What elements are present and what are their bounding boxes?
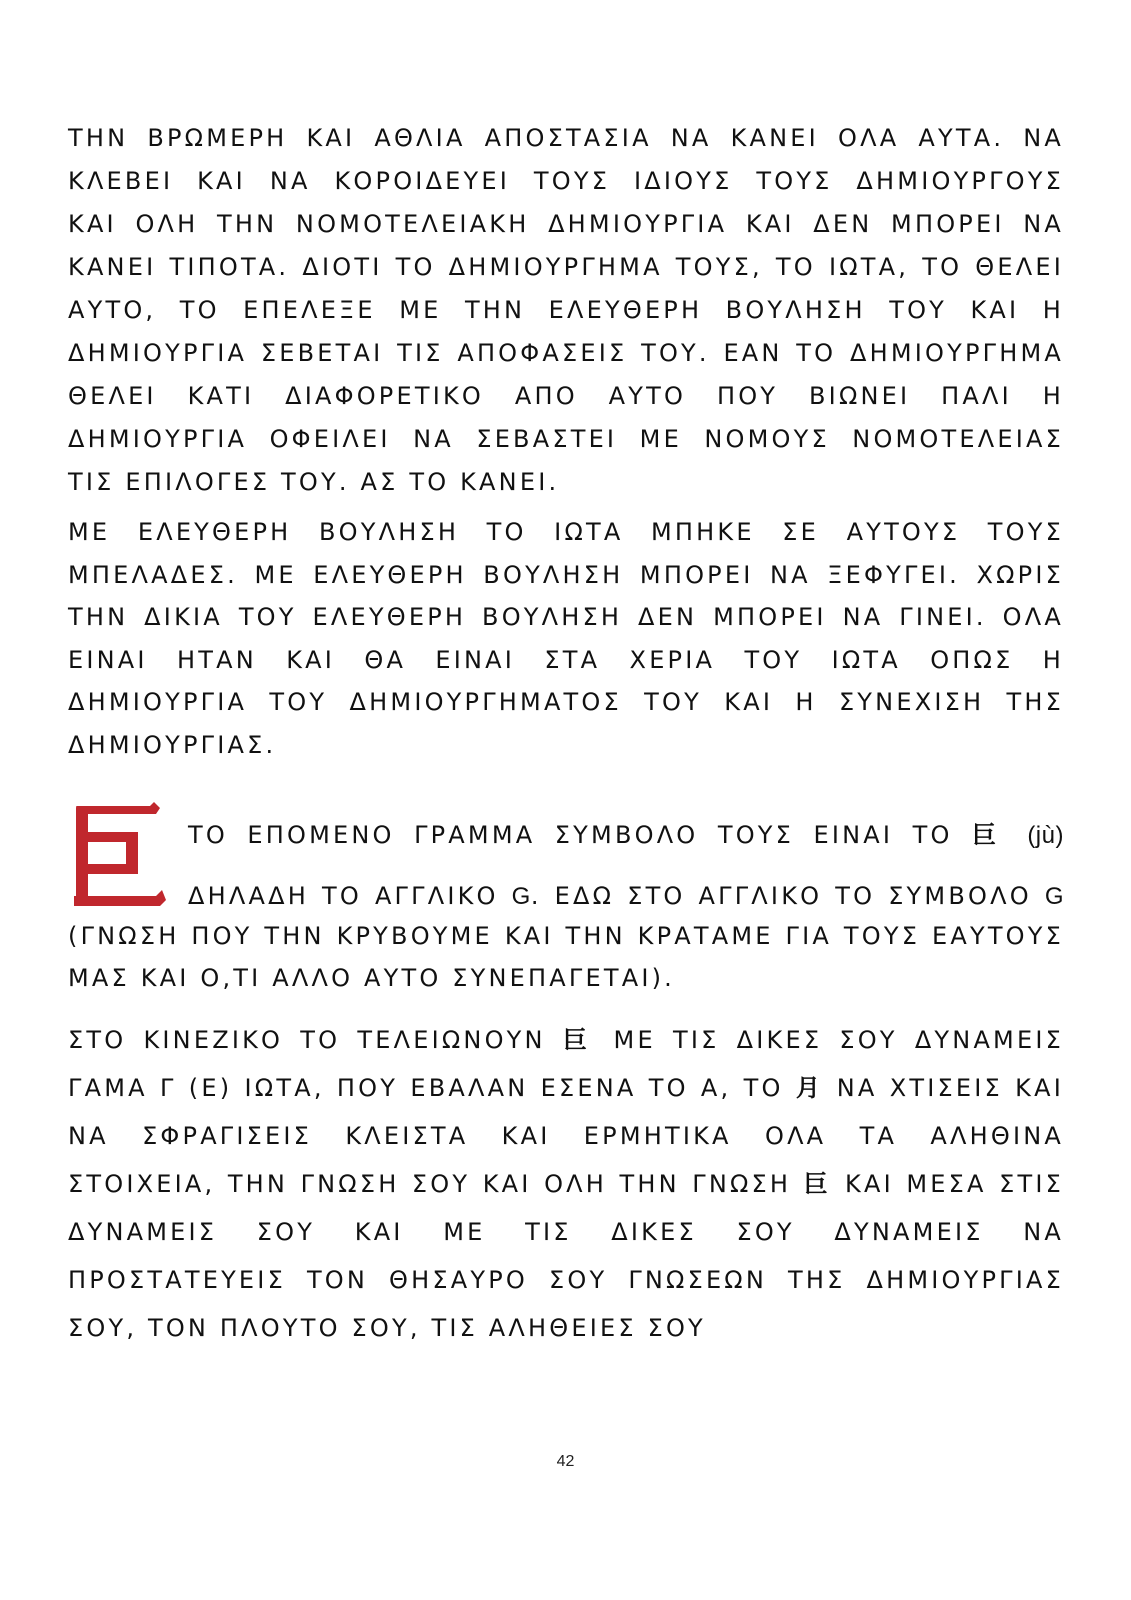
text-line: (ΓΝΩΣΗ ΠΟΥ ΤΗΝ ΚΡΥΒΟΥΜΕ ΚΑΙ ΤΗΝ ΚΡΑΤΑΜΕ ΓΙΑ ΤΟΥΣ ΕΑΥΤΟΥΣ	[68, 922, 1064, 950]
text-line: ΤΙΣ ΕΠΙΛΟΓΕΣ ΤΟΥ. ΑΣ ΤΟ ΚΑΝΕΙ.	[68, 468, 560, 496]
text-segment: ΣΤΟ ΚΙΝΕΖΙΚΟ ΤΟ ΤΕΛΕΙΩΝΟΥΝ	[68, 1026, 546, 1054]
text-line: ΔΗΜΙΟΥΡΓΙΑΣ.	[68, 730, 277, 759]
text-line: ΜΠΕΛΑΔΕΣ. ΜΕ ΕΛΕΥΘΕΡΗ ΒΟΥΛΗΣΗ ΜΠΟΡΕΙ ΝΑ ΞΕΦΥΓΕΙ. ΧΩΡΙΣ	[68, 560, 1064, 589]
text-line	[68, 1064, 1064, 1112]
text-line: ΔΥΝΑΜΕΙΣ ΣΟΥ ΚΑΙ ΜΕ ΤΙΣ ΔΙΚΕΣ ΣΟΥ ΔΥΝΑΜΕΙΣ ΝΑ	[68, 1218, 1064, 1246]
text-line: ΤΗΝ ΒΡΩΜΕΡΗ ΚΑΙ ΑΘΛΙΑ ΑΠΟΣΤΑΣΙΑ ΝΑ ΚΑΝΕΙ ΟΛΑ ΑΥΤΑ. ΝΑ	[68, 124, 1064, 152]
page-number: 42	[556, 1453, 575, 1470]
text-line: ΑΥΤΟ, ΤΟ ΕΠΕΛΕΞΕ ΜΕ ΤΗΝ ΕΛΕΥΘΕΡΗ ΒΟΥΛΗΣΗ ΤΟΥ ΚΑΙ Η	[68, 296, 1064, 324]
text-line: ΝΑ ΣΦΡΑΓΙΣΕΙΣ ΚΛΕΙΣΤΑ ΚΑΙ ΕΡΜΗΤΙΚΑ ΟΛΑ ΤΑ ΑΛΗΘΙΝΑ	[68, 1122, 1064, 1150]
text-line	[68, 1160, 1064, 1208]
text-line: ΕΙΝΑΙ ΗΤΑΝ ΚΑΙ ΘΑ ΕΙΝΑΙ ΣΤΑ ΧΕΡΙΑ ΤΟΥ ΙΩΤΑ ΟΠΩΣ Η	[68, 645, 1064, 674]
text-line: ΔΗΜΙΟΥΡΓΙΑ ΟΦΕΙΛΕΙ ΝΑ ΣΕΒΑΣΤΕΙ ΜΕ ΝΟΜΟΥΣ ΝΟΜΟΤΕΛΕΙΑΣ	[68, 425, 1064, 453]
ju-character: 巨	[972, 821, 1008, 849]
text-line: ΔΗΜΙΟΥΡΓΙΑ ΤΟΥ ΔΗΜΙΟΥΡΓΗΜΑΤΟΣ ΤΟΥ ΚΑΙ Η ΣΥΝΕΧΙΣΗ ΤΗΣ	[68, 688, 1064, 716]
dropcap-ju-glyph	[68, 800, 166, 912]
ju-character: 巨	[562, 1026, 597, 1054]
text-segment: ΜΕ ΤΙΣ ΔΙΚΕΣ ΣΟΥ ΔΥΝΑΜΕΙΣ	[613, 1026, 1064, 1054]
text-line: ΠΡΟΣΤΑΤΕΥΕΙΣ ΤΟΝ ΘΗΣΑΥΡΟ ΣΟΥ ΓΝΩΣΕΩΝ ΤΗΣ ΔΗΜΙΟΥΡΓΙΑΣ	[68, 1266, 1064, 1294]
text-segment: ΣΤΟΙΧΕΙΑ, ΤΗΝ ΓΝΩΣΗ ΣΟΥ ΚΑΙ ΟΛΗ ΤΗΝ ΓΝΩΣΗ	[68, 1170, 792, 1198]
latin-g-letter: G	[511, 883, 531, 910]
paragraph-1	[68, 117, 1064, 504]
ju-character: 巨	[803, 1170, 833, 1198]
text-line: ΚΑΝΕΙ ΤΙΠΟΤΑ. ΔΙΟΤΙ ΤΟ ΔΗΜΙΟΥΡΓΗΜΑ ΤΟΥΣ, ΤΟ ΙΩΤΑ, ΤΟ ΘΕΛΕΙ	[68, 253, 1064, 281]
text-line: ΜΑΣ ΚΑΙ Ο,ΤΙ ΑΛΛΟ ΑΥΤΟ ΣΥΝΕΠΑΓΕΤΑΙ).	[68, 964, 675, 992]
paragraph-3-continued	[68, 915, 1064, 999]
text-line: ΤΗΝ ΔΙΚΙΑ ΤΟΥ ΕΛΕΥΘΕΡΗ ΒΟΥΛΗΣΗ ΔΕΝ ΜΠΟΡΕΙ ΝΑ ΓΙΝΕΙ. ΟΛΑ	[68, 603, 1064, 631]
text-segment: ΤΟ ΕΠΟΜΕΝΟ ΓΡΑΜΜΑ ΣΥΜΒΟΛΟ ΤΟΥΣ ΕΙΝΑΙ ΤΟ	[188, 821, 953, 849]
text-line	[188, 805, 1064, 866]
text-line: ΣΟΥ, ΤΟΝ ΠΛΟΥΤΟ ΣΟΥ, ΤΙΣ ΑΛΗΘΕΙΕΣ ΣΟΥ	[68, 1314, 706, 1342]
text-segment: ΝΑ ΧΤΙΣΕΙΣ ΚΑΙ	[836, 1074, 1064, 1102]
text-line: ΔΗΜΙΟΥΡΓΙΑ ΣΕΒΕΤΑΙ ΤΙΣ ΑΠΟΦΑΣΕΙΣ ΤΟΥ. ΕΑΝ ΤΟ ΔΗΜΙΟΥΡΓΗΜΑ	[68, 339, 1064, 367]
text-line	[68, 1016, 1064, 1064]
text-segment: ΚΑΙ ΜΕΣΑ ΣΤΙΣ	[845, 1170, 1064, 1198]
text-line: ΚΑΙ ΟΛΗ ΤΗΝ ΝΟΜΟΤΕΛΕΙΑΚΗ ΔΗΜΙΟΥΡΓΙΑ ΚΑΙ ΔΕΝ ΜΠΟΡΕΙ ΝΑ	[68, 210, 1064, 238]
latin-g-letter: G	[1044, 883, 1064, 910]
text-line: ΜΕ ΕΛΕΥΘΕΡΗ ΒΟΥΛΗΣΗ ΤΟ ΙΩΤΑ ΜΠΗΚΕ ΣΕ ΑΥΤΟΥΣ ΤΟΥΣ	[68, 518, 1064, 546]
text-segment: . ΕΔΩ ΣΤΟ ΑΓΓΛΙΚΟ ΤΟ ΣΥΜΒΟΛΟ	[530, 882, 1032, 910]
text-line: ΘΕΛΕΙ ΚΑΤΙ ΔΙΑΦΟΡΕΤΙΚΟ ΑΠΟ ΑΥΤΟ ΠΟΥ ΒΙΩΝΕΙ ΠΑΛΙ Η	[68, 382, 1064, 410]
paragraph-4	[68, 1016, 1064, 1352]
text-segment: ΓΑΜΑ Γ (Ε) ΙΩΤΑ, ΠΟΥ ΕΒΑΛΑΝ ΕΣΕΝΑ ΤΟ Α, ΤΟ	[68, 1074, 784, 1102]
paragraph-3-dropcap-lines	[188, 805, 1064, 927]
paragraph-2	[68, 511, 1064, 766]
text-segment: ΔΗΛΑΔΗ ΤΟ ΑΓΓΛΙΚΟ	[188, 882, 499, 910]
pinyin-label: (jù)	[1027, 822, 1064, 849]
moon-character: 月	[795, 1074, 825, 1102]
dropcap-svg	[68, 800, 166, 912]
text-line: ΚΛΕΒΕΙ ΚΑΙ ΝΑ ΚΟΡΟΙΔΕΥΕΙ ΤΟΥΣ ΙΔΙΟΥΣ ΤΟΥΣ ΔΗΜΙΟΥΡΓΟΥΣ	[68, 167, 1064, 195]
